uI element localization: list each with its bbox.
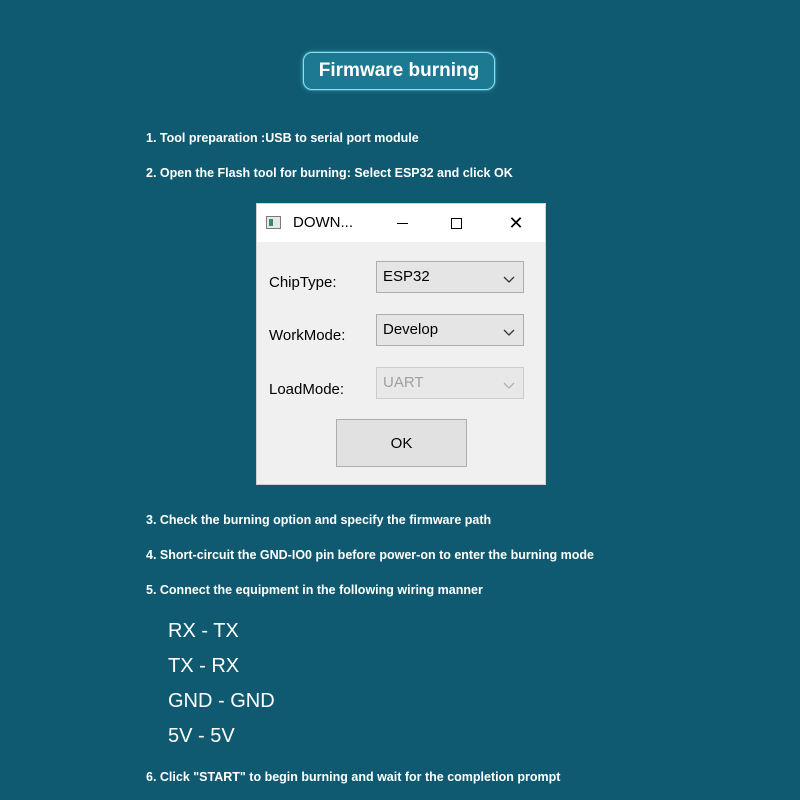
- chevron-down-icon: [503, 271, 515, 288]
- wiring-line: GND - GND: [168, 690, 275, 712]
- work-mode-select[interactable]: [376, 314, 524, 346]
- close-icon: ✕: [508, 212, 524, 233]
- load-mode-value: UART: [383, 374, 424, 391]
- step-5-text: 5. Connect the equipment in the following wiring manner: [146, 583, 483, 597]
- step-2-text: 2. Open the Flash tool for burning: Select ESP32 and click OK: [146, 166, 513, 180]
- close-button[interactable]: [493, 204, 539, 242]
- load-mode-select[interactable]: [376, 367, 524, 399]
- wiring-line: TX - RX: [168, 655, 240, 677]
- chip-type-value: ESP32: [383, 268, 430, 285]
- wiring-line: RX - TX: [168, 620, 239, 642]
- step-6-text: 6. Click "START" to begin burning and wait for the completion prompt: [146, 770, 561, 784]
- chevron-down-icon: [503, 377, 515, 394]
- step-4-text: 4. Short-circuit the GND-IO0 pin before power-on to enter the burning mode: [146, 548, 594, 562]
- step-1-text: 1. Tool preparation :USB to serial port module: [146, 131, 419, 145]
- wiring-line: 5V - 5V: [168, 725, 235, 747]
- maximize-icon: [451, 218, 462, 229]
- load-mode-label: LoadMode:: [269, 381, 345, 398]
- maximize-button[interactable]: [433, 204, 479, 242]
- dialog-title: DOWN...: [293, 214, 353, 231]
- minimize-icon: [397, 223, 408, 224]
- download-tool-dialog: [256, 203, 546, 485]
- chip-type-select[interactable]: [376, 261, 524, 293]
- work-mode-value: Develop: [383, 321, 439, 338]
- page-title: Firmware burning: [303, 52, 495, 90]
- work-mode-label: WorkMode:: [269, 327, 346, 344]
- chevron-down-icon: [503, 324, 515, 341]
- ok-button[interactable]: OK: [336, 419, 467, 467]
- minimize-button[interactable]: [379, 204, 425, 242]
- app-window-icon: [266, 216, 281, 229]
- step-3-text: 3. Check the burning option and specify the firmware path: [146, 513, 492, 527]
- chip-type-label: ChipType:: [269, 274, 337, 291]
- dialog-titlebar: [257, 204, 545, 242]
